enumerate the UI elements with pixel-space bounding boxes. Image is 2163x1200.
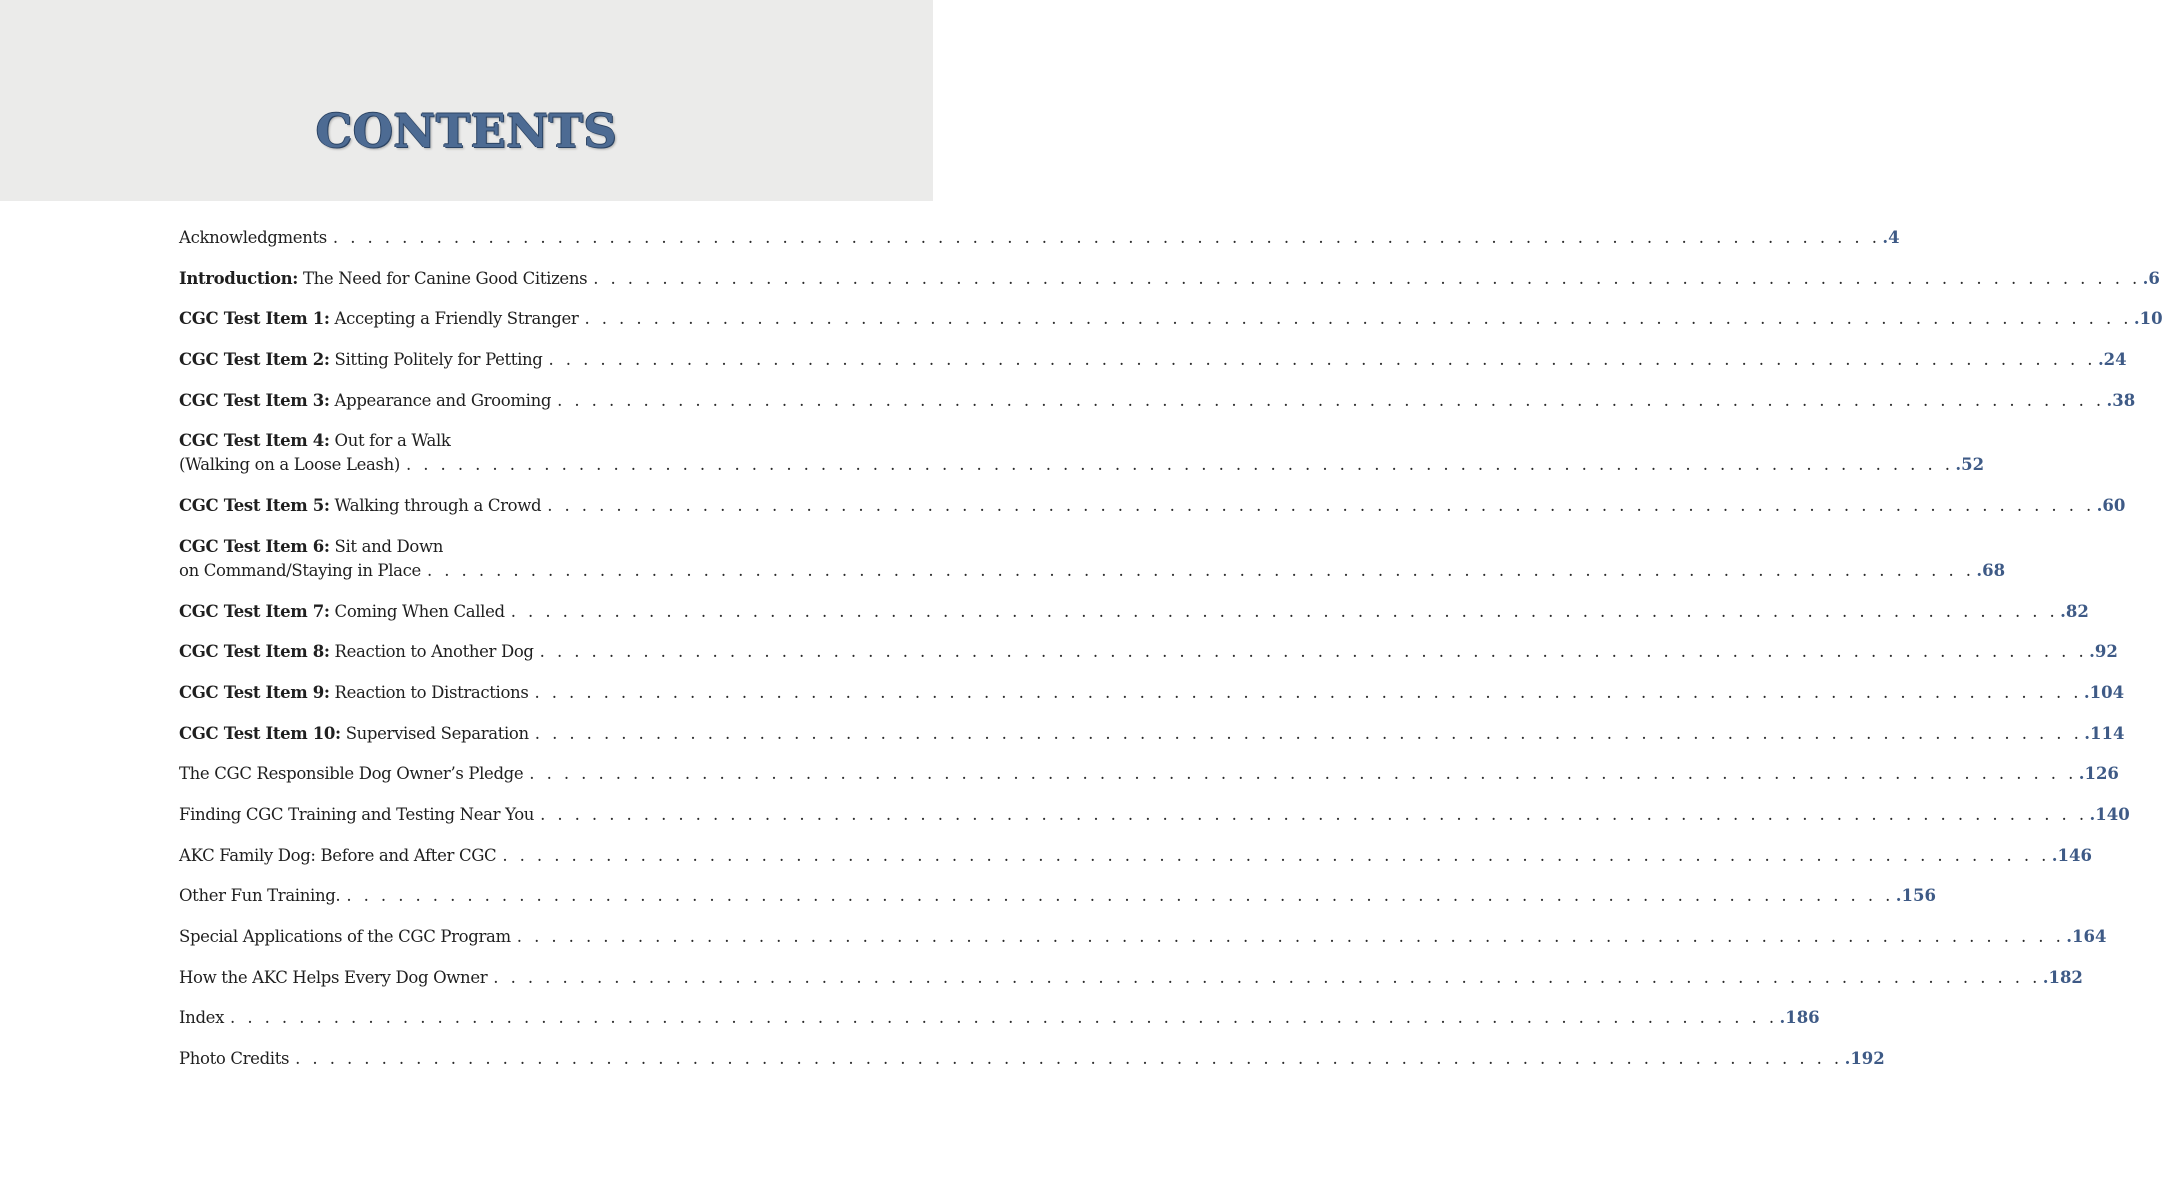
toc-entry-title: Supervised Separation: [340, 723, 529, 743]
toc-page-number: .10: [2133, 309, 2163, 329]
toc-entry-prefix: CGC Test Item 2:: [179, 350, 330, 370]
toc-entry-prefix: CGC Test Item 7:: [179, 601, 330, 621]
toc-entry-family-dog[interactable]: [179, 844, 2092, 868]
dot-leader: . . . . . . . . . . . . . . . . . . . . . . . . . . . . . . . . . . . . . . . . . . . . . . . . . . . . . . . . . . . . . . . . . . . . . . . . . . . . . . . . . . . . . . . . . .: [529, 764, 2077, 784]
toc-entry-title: Walking through a Crowd: [329, 496, 542, 516]
toc-entry-title: Out for a Walk: [329, 431, 451, 451]
toc-entry-test-item-3[interactable]: [179, 389, 2136, 413]
toc-page-number: .182: [2042, 967, 2083, 987]
dot-leader: . . . . . . . . . . . . . . . . . . . . . . . . . . . . . . . . . . . . . . . . . . . . . . . . . . . . . . . . . . . . . . . . . . . . . . . . . . . . . . . . . . . . . . . . . .: [346, 886, 1894, 906]
dot-leader: . . . . . . . . . . . . . . . . . . . . . . . . . . . . . . . . . . . . . . . . . . . . . . . . . . . . . . . . . . . . . . . . . . . . . . . . . . . . . . . . . . . . . . . . . .: [516, 927, 2065, 946]
toc-entry-title: Sit and Down: [329, 536, 443, 556]
toc-entry-prefix: CGC Test Item 10:: [179, 723, 341, 743]
toc-entry-label: [179, 966, 487, 990]
toc-entry-title: Special Applications of the CGC Program: [179, 927, 511, 946]
dot-leader: . . . . . . . . . . . . . . . . . . . . . . . . . . . . . . . . . . . . . . . . . . . . . . . . . . . . . . . . . . . . . . . . . . . . . . . . . . . . . . . . . . . . . . . . . .: [405, 455, 1954, 475]
toc-entry-prefix: CGC Test Item 9:: [179, 682, 330, 702]
toc-entry-label: [179, 844, 496, 868]
toc-entry-test-item-8[interactable]: [179, 640, 2118, 664]
toc-entry-title: Appearance and Grooming: [329, 390, 552, 410]
dot-leader: . . . . . . . . . . . . . . . . . . . . . . . . . . . . . . . . . . . . . . . . . . . . . . . . . . . . . . . . . . . . . . . . . . . . . . . . . . . . . . . . . . . . . . . . . .: [547, 496, 2095, 516]
toc-entry-label: [179, 925, 511, 949]
toc-entry-title: The Need for Canine Good Citizens: [298, 268, 588, 288]
toc-entry-prefix: CGC Test Item 1:: [179, 309, 330, 329]
toc-entry-test-item-2[interactable]: [179, 348, 2127, 372]
toc-page-number: .140: [2089, 804, 2130, 824]
dot-leader: . . . . . . . . . . . . . . . . . . . . . . . . . . . . . . . . . . . . . . . . . . . . . . . . . . . . . . . . . . . . . . . . . . . . . . . . . . . . . . . . . . . . . . . . . .: [584, 309, 2132, 329]
toc-page-number: .38: [2106, 390, 2136, 410]
toc-entry-label: [179, 494, 541, 518]
toc-entry-prefix: Introduction:: [179, 268, 299, 288]
toc-entry-label: [179, 803, 534, 827]
toc-entry-title: AKC Family Dog: Before and After CGC: [179, 845, 497, 865]
dot-leader: . . . . . . . . . . . . . . . . . . . . . . . . . . . . . . . . . . . . . . . . . . . . . . . . . . . . . . . . . . . . . . . . . . . . . . . . . . . . . . . . . . . . . . . . . .: [426, 560, 1975, 580]
toc-entry-finding-training[interactable]: [179, 803, 2130, 827]
dot-leader: . . . . . . . . . . . . . . . . . . . . . . . . . . . . . . . . . . . . . . . . . . . . . . . . . . . . . . . . . . . . . . . . . . . . . . . . . . . . . . . . . . . . . . . . . .: [593, 268, 2141, 288]
toc-entry-prefix: CGC Test Item 5:: [179, 496, 330, 516]
toc-entry-acknowledgments[interactable]: [179, 226, 1900, 250]
toc-entry-label: [179, 348, 543, 372]
toc-entry-title: Reaction to Another Dog: [329, 642, 534, 662]
toc-page-number: .82: [2060, 601, 2089, 621]
toc-entry-title: How the AKC Helps Every Dog Owner: [179, 967, 488, 987]
toc-page-number: .6: [2142, 268, 2160, 288]
toc-entry-title: Reaction to Distractions: [329, 682, 529, 702]
dot-leader: . . . . . . . . . . . . . . . . . . . . . . . . . . . . . . . . . . . . . . . . . . . . . . . . . . . . . . . . . . . . . . . . . . . . . . . . . . . . . . . . . . . . . . . . . .: [539, 642, 2088, 662]
toc-entry-prefix: CGC Test Item 8:: [179, 642, 330, 662]
toc-entry-title: Accepting a Friendly Stranger: [329, 309, 579, 329]
dot-leader: . . . . . . . . . . . . . . . . . . . . . . . . . . . . . . . . . . . . . . . . . . . . . . . . . . . . . . . . . . . . . . . . . . . . . . . . . . . . . . . . . . . . . . . . . .: [502, 845, 2050, 865]
table-of-contents: [179, 226, 2163, 1088]
toc-entry-label: [179, 722, 529, 746]
toc-page-number: .146: [2051, 845, 2092, 865]
toc-entry-label: [179, 1006, 224, 1030]
toc-entry-label: [179, 226, 327, 250]
toc-entry-label: [179, 429, 735, 453]
toc-page-number: .164: [2066, 927, 2107, 946]
toc-entry-title-continued: on Command/Staying in Place: [179, 560, 421, 580]
toc-entry-label: [179, 681, 528, 705]
toc-entry-photo-credits[interactable]: [179, 1047, 1885, 1071]
toc-entry-title: The CGC Responsible Dog Owner’s Pledge: [179, 764, 524, 784]
toc-entry-label: [179, 600, 505, 624]
toc-page-number: .60: [2096, 496, 2126, 516]
toc-entry-test-item-6[interactable]: [179, 535, 2006, 583]
toc-entry-title: Coming When Called: [329, 601, 505, 621]
dot-leader: . . . . . . . . . . . . . . . . . . . . . . . . . . . . . . . . . . . . . . . . . . . . . . . . . . . . . . . . . . . . . . . . . . . . . . . . . . . . . . . . . . . . . . . . . .: [295, 1049, 1843, 1069]
toc-entry-label: [179, 884, 340, 908]
dot-leader: . . . . . . . . . . . . . . . . . . . . . . . . . . . . . . . . . . . . . . . . . . . . . . . . . . . . . . . . . . . . . . . . . . . . . . . . . . . . . . . . . . . . . . . . . .: [548, 350, 2096, 370]
toc-entry-title-continued: (Walking on a Loose Leash): [179, 455, 400, 475]
toc-entry-test-item-10[interactable]: [179, 722, 2125, 746]
toc-entry-index[interactable]: [179, 1006, 1820, 1030]
toc-entry-akc-helps[interactable]: [179, 966, 2083, 990]
toc-entry-label: [179, 762, 523, 786]
toc-entry-prefix: CGC Test Item 3:: [179, 390, 330, 410]
page-title: CONTENTS: [315, 104, 618, 158]
toc-page-number: .24: [2097, 350, 2127, 370]
dot-leader: . . . . . . . . . . . . . . . . . . . . . . . . . . . . . . . . . . . . . . . . . . . . . . . . . . . . . . . . . . . . . . . . . . . . . . . . . . . . . . . . . . . . . . . . . .: [557, 390, 2105, 410]
toc-entry-title: Other Fun Training.: [179, 886, 341, 906]
header-band: [0, 0, 933, 201]
toc-entry-label: [179, 535, 735, 559]
toc-page-number: .52: [1955, 455, 1985, 475]
toc-entry-introduction[interactable]: [179, 267, 2160, 291]
toc-entry-label: [179, 640, 534, 664]
toc-entry-test-item-4[interactable]: [179, 429, 1985, 477]
toc-entry-title: Index: [179, 1008, 225, 1028]
dot-leader: . . . . . . . . . . . . . . . . . . . . . . . . . . . . . . . . . . . . . . . . . . . . . . . . . . . . . . . . . . . . . . . . . . . . . . . . . . . . . . . . . . . . . . . . . .: [332, 228, 1881, 247]
toc-page-number: .156: [1895, 886, 1936, 906]
dot-leader: . . . . . . . . . . . . . . . . . . . . . . . . . . . . . . . . . . . . . . . . . . . . . . . . . . . . . . . . . . . . . . . . . . . . . . . . . . . . . . . . . . . . . . . . . .: [534, 723, 2083, 743]
toc-entry-other-fun-training[interactable]: [179, 884, 1936, 908]
toc-entry-test-item-7[interactable]: [179, 600, 2089, 624]
toc-entry-label: [179, 307, 578, 331]
toc-entry-label: [179, 267, 587, 291]
toc-entry-title: Finding CGC Training and Testing Near You: [179, 804, 535, 824]
toc-entry-test-item-1[interactable]: [179, 307, 2163, 331]
dot-leader: . . . . . . . . . . . . . . . . . . . . . . . . . . . . . . . . . . . . . . . . . . . . . . . . . . . . . . . . . . . . . . . . . . . . . . . . . . . . . . . . . . . . . . . . . .: [493, 967, 2041, 987]
toc-entry-prefix: CGC Test Item 6:: [179, 536, 330, 556]
toc-page-number: .104: [2083, 682, 2125, 702]
toc-page-number: .192: [1844, 1049, 1885, 1069]
toc-entry-title: Sitting Politely for Petting: [329, 350, 543, 370]
dot-leader: . . . . . . . . . . . . . . . . . . . . . . . . . . . . . . . . . . . . . . . . . . . . . . . . . . . . . . . . . . . . . . . . . . . . . . . . . . . . . . . . . . . . . . . . . .: [510, 601, 2059, 621]
toc-entry-test-item-9[interactable]: [179, 681, 2125, 705]
toc-page-number: .114: [2084, 723, 2125, 743]
toc-entry-label: [179, 1047, 289, 1071]
toc-entry-special-applications[interactable]: [179, 925, 2107, 949]
toc-entry-label: [179, 389, 551, 413]
toc-page-number: .126: [2078, 764, 2119, 784]
dot-leader: . . . . . . . . . . . . . . . . . . . . . . . . . . . . . . . . . . . . . . . . . . . . . . . . . . . . . . . . . . . . . . . . . . . . . . . . . . . . . . . . . . . . . . . . . .: [540, 804, 2088, 824]
toc-page-number: .92: [2089, 642, 2118, 662]
toc-entry-prefix: CGC Test Item 4:: [179, 431, 330, 451]
toc-page-number: .4: [1882, 228, 1900, 247]
toc-entry-owner-pledge[interactable]: [179, 762, 2119, 786]
toc-page-number: .186: [1779, 1008, 1820, 1028]
dot-leader: . . . . . . . . . . . . . . . . . . . . . . . . . . . . . . . . . . . . . . . . . . . . . . . . . . . . . . . . . . . . . . . . . . . . . . . . . . . . . . . . . . . . . . . . . .: [534, 682, 2082, 702]
toc-entry-title: Acknowledgments: [179, 228, 327, 247]
toc-page-number: .68: [1976, 560, 2006, 580]
dot-leader: . . . . . . . . . . . . . . . . . . . . . . . . . . . . . . . . . . . . . . . . . . . . . . . . . . . . . . . . . . . . . . . . . . . . . . . . . . . . . . . . . . . . . . . . . .: [230, 1008, 1778, 1028]
toc-entry-title: Photo Credits: [179, 1049, 290, 1069]
toc-entry-test-item-5[interactable]: [179, 494, 2126, 518]
